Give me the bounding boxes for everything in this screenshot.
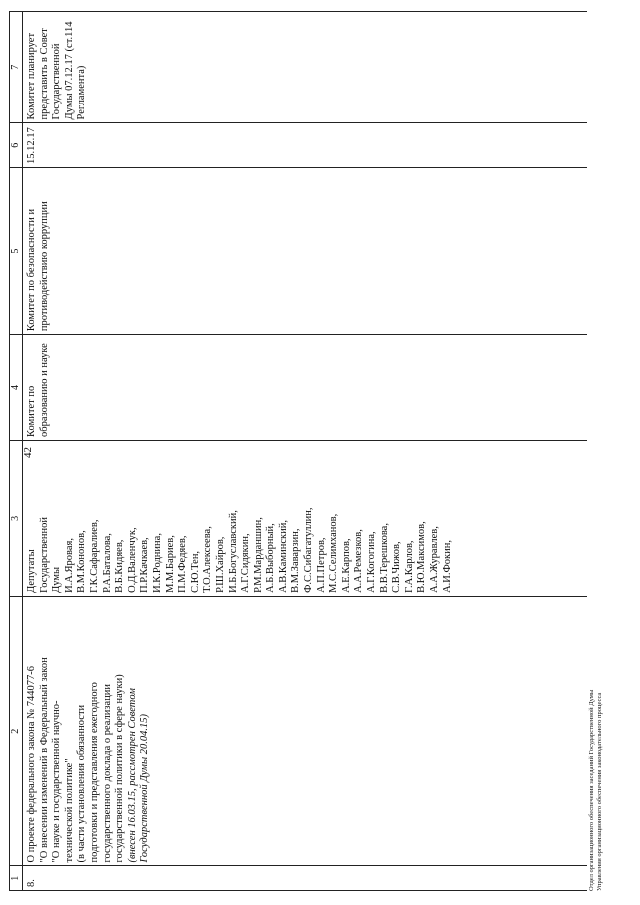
initiator-name: И.К.Роднина, bbox=[151, 533, 163, 593]
column-header-4: 4 bbox=[10, 335, 23, 441]
bill-line: государственной политики в сфере науки) bbox=[114, 674, 126, 863]
bill-line: "О внесении изменений в Федеральный закон bbox=[38, 657, 50, 863]
initiator-name: Р.Ш.Хайров, bbox=[214, 536, 226, 593]
initiator-name: Думы bbox=[51, 566, 63, 593]
column-header-2: 2 bbox=[10, 596, 23, 866]
bill-line: государственного доклада о реализации bbox=[101, 683, 113, 863]
table-header-row bbox=[10, 12, 23, 891]
initiator-name: А.А.Журавлев, bbox=[429, 526, 440, 593]
initiator-name: А.А.Ремезков, bbox=[353, 529, 365, 593]
initiator-name: В.Б.Кидяев, bbox=[114, 539, 126, 593]
bill-description bbox=[23, 596, 588, 866]
initiator-name: Р.А.Баталова, bbox=[101, 533, 113, 593]
initiator-name: Ф.С.Сибагатуллин, bbox=[303, 507, 315, 593]
co-executor-committee: Комитет по безопасности и противодействию коррупции bbox=[23, 168, 588, 335]
initiator-name: Депутаты bbox=[26, 549, 37, 593]
initiator-name: М.М.Бариев, bbox=[164, 535, 176, 593]
bill-line: подготовки и представления ежегодного bbox=[88, 682, 100, 863]
initiator-name: Р.М.Марданшин, bbox=[252, 517, 264, 593]
initiator-name: А.Е.Карпов, bbox=[340, 538, 352, 593]
bill-line: (в части установления обязанности bbox=[76, 704, 88, 863]
bill-status-line: Государственной Думы 20.04.15) bbox=[139, 714, 151, 863]
initiator-name: В.Ю.Максимов, bbox=[416, 521, 428, 593]
column-header-3: 3 bbox=[10, 440, 23, 596]
bills-table bbox=[9, 11, 587, 891]
bill-status-line: (внесен 16.03.15, рассмотрен Советом bbox=[126, 688, 138, 863]
initiator-name: М.С.Селимханов, bbox=[328, 513, 340, 593]
initiator-name: А.Г.Сидякин, bbox=[240, 533, 252, 593]
initiator-name: А.Г.Когогина, bbox=[366, 531, 378, 593]
footer bbox=[588, 690, 604, 891]
initiator-name: П.М.Федяев, bbox=[177, 535, 189, 593]
initiator-name: А.Б.Выборный, bbox=[265, 523, 277, 593]
initiator-name: И.Б.Богуславский, bbox=[227, 510, 239, 593]
column-header-5: 5 bbox=[10, 168, 23, 335]
column-header-7: 7 bbox=[10, 12, 23, 123]
bill-line: технической политике" bbox=[63, 758, 75, 863]
initiator-name: О.Д.Валенчук, bbox=[126, 527, 138, 593]
row-number: 8. bbox=[23, 866, 588, 891]
footer-line: Отдел организационного обеспечения заседаний Государственной Думы bbox=[588, 689, 595, 891]
footer-line: Управления организационного обеспечения законодательного процесса bbox=[596, 692, 603, 891]
initiator-name: А.П.Петров, bbox=[315, 537, 327, 593]
page-number: 42 bbox=[22, 447, 34, 458]
column-header-6: 6 bbox=[10, 123, 23, 168]
initiator-name: С.Ю.Тен, bbox=[189, 550, 201, 593]
column-header-1: 1 bbox=[10, 866, 23, 891]
bill-line: "О науке и государственной научно- bbox=[51, 700, 63, 863]
initiator-name: В.В.Терешкова, bbox=[378, 523, 390, 593]
initiator-name: Государственной bbox=[38, 516, 50, 593]
initiators-list bbox=[23, 440, 588, 596]
initiator-name: А.В.Каминский, bbox=[277, 520, 289, 593]
responsible-committee: Комитет по образованию и науке bbox=[23, 335, 588, 441]
initiator-name: И.А.Яровая, bbox=[63, 538, 75, 593]
initiator-name: Т.О.Алексеева, bbox=[202, 526, 214, 593]
initiator-name: П.Р.Качкаев, bbox=[139, 537, 151, 593]
initiator-name: Г.А.Карлов, bbox=[403, 540, 415, 593]
initiator-name: С.В.Чижов, bbox=[391, 541, 403, 593]
initiator-name: Г.К.Сафаралиев, bbox=[88, 519, 100, 593]
bill-line: О проекте федерального закона № 744077-6 bbox=[26, 665, 37, 863]
initiator-name: А.И.Фокин, bbox=[441, 539, 453, 593]
initiator-name: В.М.Заварзин, bbox=[290, 528, 302, 593]
table-row bbox=[23, 12, 588, 891]
date-cell: 15.12.17 bbox=[23, 123, 588, 168]
initiator-name: В.М.Кононов, bbox=[76, 530, 88, 593]
note-cell: Комитет планирует представить в Совет Государственной Думы 07.12.17 (ст.114 Регламента) bbox=[23, 12, 588, 123]
